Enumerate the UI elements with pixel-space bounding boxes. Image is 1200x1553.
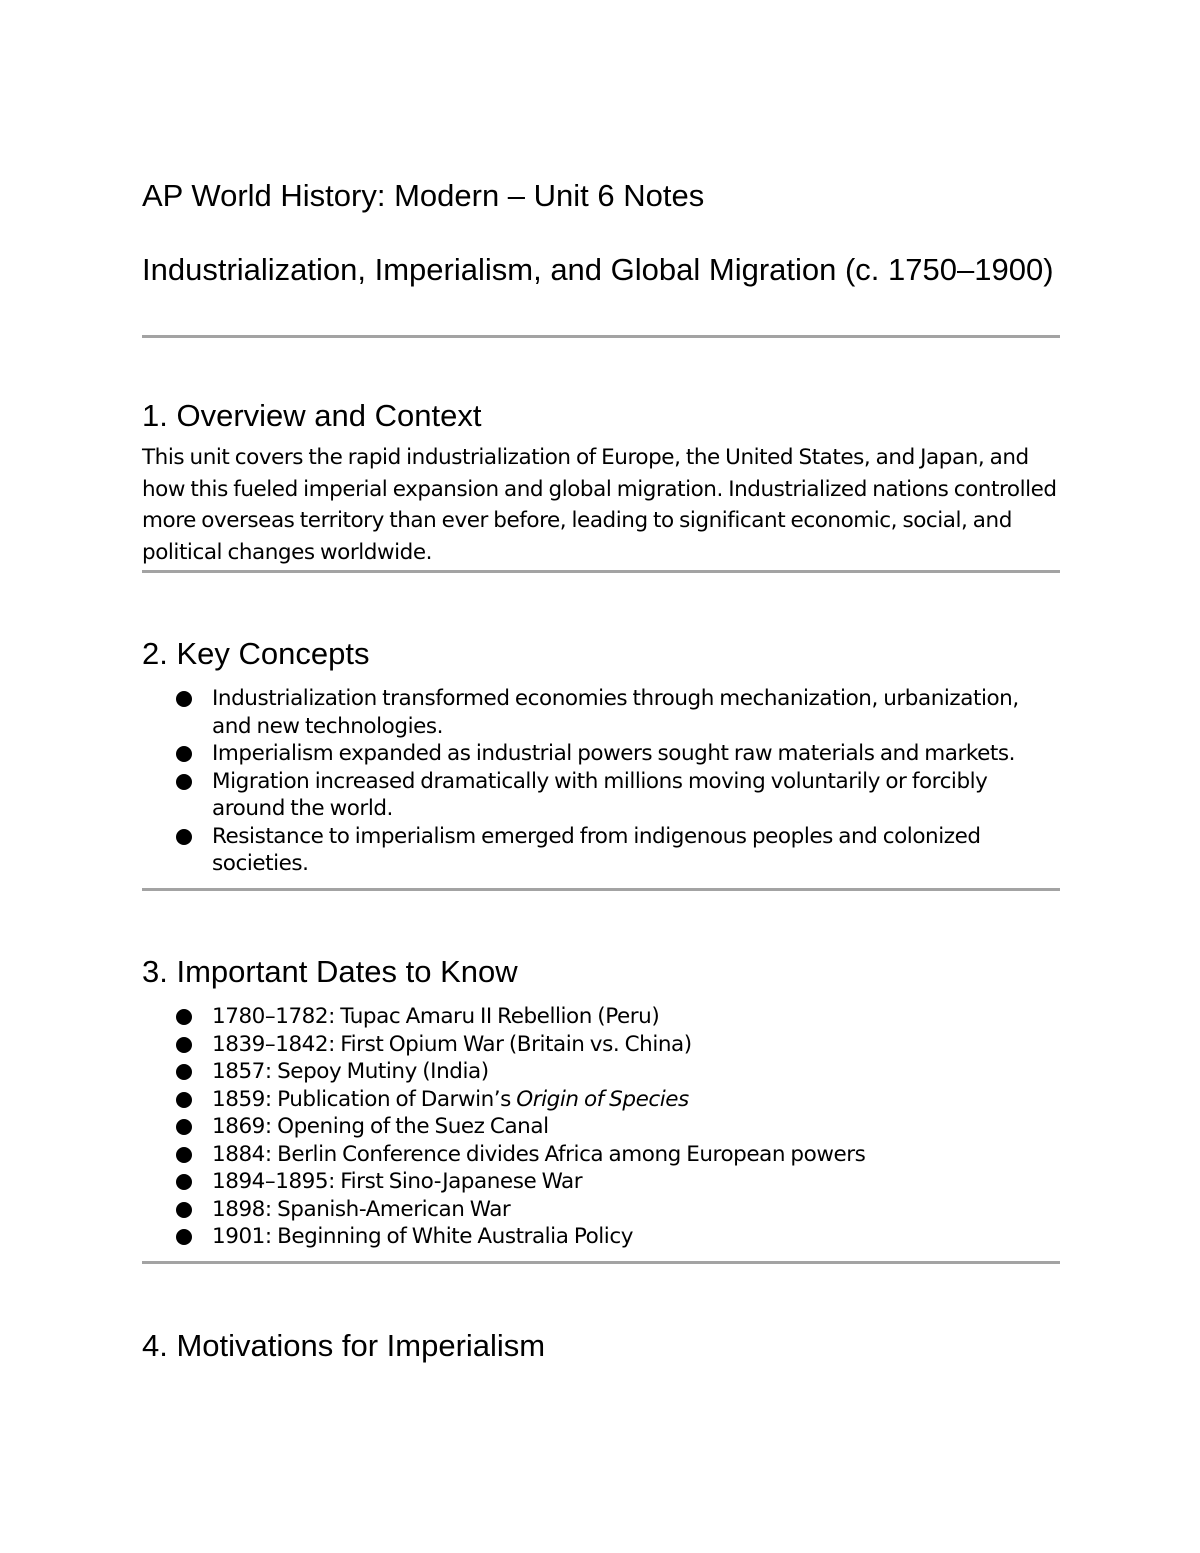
- bullet-icon: [176, 1174, 192, 1190]
- document-subtitle: Industrialization, Imperialism, and Global Migration (c. 1750–1900): [142, 252, 1054, 287]
- section-divider: [142, 570, 1060, 573]
- section-divider: [142, 1261, 1060, 1264]
- bullet-icon: [176, 1037, 192, 1053]
- overview-paragraph: This unit covers the rapid industrialization of Europe, the United States, and Japan, and how this fueled imperial expansion and global migration. Industrialized nations controlled more overseas territory than ever before, leading to significant economic, social, and political changes worldwide.: [142, 445, 1057, 565]
- bullet-icon: [176, 746, 192, 762]
- list-item-text: 1859: Publication of Darwin’s: [212, 1086, 517, 1112]
- section-divider: [142, 888, 1060, 891]
- list-item: [176, 823, 1060, 878]
- list-item: [176, 768, 1060, 823]
- bullet-icon: [176, 774, 192, 790]
- list-item-text: Resistance to imperialism emerged from indigenous peoples and colonized societies.: [212, 823, 981, 876]
- book-title: Origin of Species: [516, 1086, 689, 1112]
- list-item-text: 1857: Sepoy Mutiny (India): [212, 1059, 489, 1084]
- list-item: [176, 1086, 1060, 1114]
- bullet-icon: [176, 1229, 192, 1245]
- list-item: [176, 1113, 1060, 1141]
- list-item-text: 1901: Beginning of White Australia Policy: [212, 1224, 633, 1249]
- list-item: [176, 1168, 1060, 1196]
- bullet-icon: [176, 1202, 192, 1218]
- list-item-text: 1780–1782: Tupac Amaru II Rebellion (Peru): [212, 1004, 660, 1029]
- list-item: [176, 1003, 1060, 1031]
- bullet-icon: [176, 691, 192, 707]
- bullet-icon: [176, 1009, 192, 1025]
- list-item: [176, 1031, 1060, 1059]
- list-item: [176, 1196, 1060, 1224]
- section-divider: [142, 335, 1060, 338]
- list-item-text: 1884: Berlin Conference divides Africa among European powers: [212, 1141, 866, 1167]
- list-item: [176, 1223, 1060, 1251]
- important-dates-list: [176, 1003, 1060, 1251]
- section-heading-important-dates: 3. Important Dates to Know: [142, 954, 518, 989]
- list-item-text: Industrialization transformed economies through mechanization, urbanization, and new technologies.: [212, 686, 1019, 739]
- list-item-text: Imperialism expanded as industrial powers sought raw materials and markets.: [212, 741, 1016, 766]
- key-concepts-list: [176, 685, 1060, 878]
- bullet-icon: [176, 1119, 192, 1135]
- section-heading-overview: 1. Overview and Context: [142, 398, 482, 433]
- list-item: [176, 740, 1060, 768]
- bullet-icon: [176, 1064, 192, 1080]
- list-item-text: 1869: Opening of the Suez Canal: [212, 1114, 549, 1139]
- bullet-icon: [176, 1092, 192, 1108]
- bullet-icon: [176, 1147, 192, 1163]
- document-title: AP World History: Modern – Unit 6 Notes: [142, 178, 705, 213]
- list-item-text: 1898: Spanish-American War: [212, 1196, 511, 1222]
- list-item-text: 1839–1842: First Opium War (Britain vs. China): [212, 1031, 692, 1057]
- list-item: [176, 1141, 1060, 1169]
- list-item-text: Migration increased dramatically with millions moving voluntarily or forcibly around the world.: [212, 768, 988, 821]
- bullet-icon: [176, 829, 192, 845]
- list-item: [176, 685, 1060, 740]
- list-item-text: 1894–1895: First Sino-Japanese War: [212, 1169, 583, 1194]
- section-heading-key-concepts: 2. Key Concepts: [142, 636, 370, 671]
- list-item: [176, 1058, 1060, 1086]
- section-heading-motivations: 4. Motivations for Imperialism: [142, 1328, 546, 1363]
